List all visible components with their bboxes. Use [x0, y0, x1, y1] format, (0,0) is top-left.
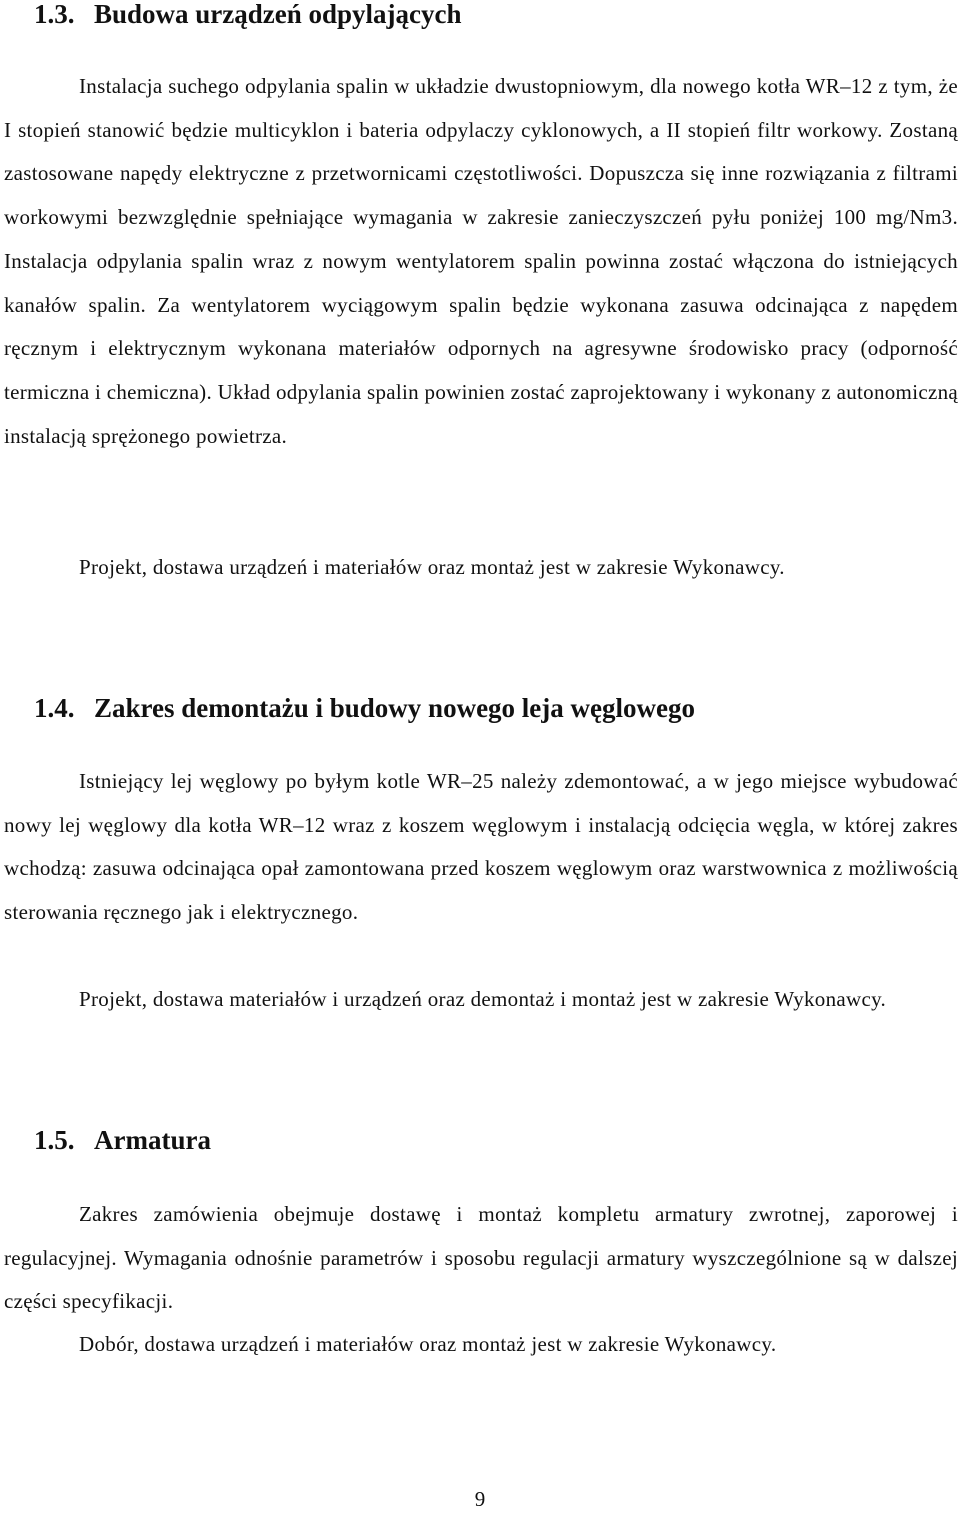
section-1-4-paragraph-2: Projekt, dostawa materiałów i urządzeń oraz demontaż i montaż jest w zakresie Wykonawcy. [79, 987, 887, 1011]
section-number: 1.3. [34, 0, 75, 29]
section-1-3-paragraph-2: Projekt, dostawa urządzeń i materiałów oraz montaż jest w zakresie Wykonawcy. [79, 555, 785, 579]
section-heading-1-3 [34, 0, 462, 30]
section-title: Zakres demontażu i budowy nowego leja węglowego [94, 693, 696, 723]
section-1-3-paragraph-1: Instalacja suchego odpylania spalin w układzie dwustopniowym, dla nowego kotła WR–12 z tym, że I stopień stanowić będzie multicyklon i bateria odpylaczy cyklonowych, a II stopień filtr workowy. Zostaną zastosowane napędy elektryczne z przetwornicami częstotliwości. Dopuszcza się inne rozwiązania z filtrami workowymi bezwzględnie spełniające wymagania w zakresie zanieczyszczeń pyłu poniżej 100 mg/Nm3. Instalacja odpylania spalin wraz z nowym wentylatorem spalin powinna zostać włączona do istniejących kanałów spalin. Za wentylatorem wyciągowym spalin będzie wykonana zasuwa odcinająca z napędem ręcznym i elektrycznym wykonana materiałów odpornych na agresywne środowisko pracy (odporność termiczna i chemiczna). Układ odpylania spalin powinien zostać zaprojektowany i wykonany z autonomiczną instalacją sprężonego powietrza. [4, 74, 958, 448]
section-heading-1-4 [34, 692, 695, 724]
section-number: 1.5. [34, 1125, 75, 1155]
section-title: Armatura [94, 1125, 211, 1155]
section-1-5-paragraph-1: Zakres zamówienia obejmuje dostawę i montaż kompletu armatury zwrotnej, zaporowej i regulacyjnej. Wymagania odnośnie parametrów i sposobu regulacji armatury wyszczególnione są w dalszej części specyfikacji. [4, 1202, 958, 1314]
section-1-5-paragraph-2: Dobór, dostawa urządzeń i materiałów oraz montaż jest w zakresie Wykonawcy. [79, 1332, 777, 1356]
section-number: 1.4. [34, 693, 75, 723]
section-title: Budowa urządzeń odpylających [94, 0, 462, 29]
page-number: 9 [474, 1487, 486, 1511]
section-1-4-paragraph-1: Istniejący lej węglowy po byłym kotle WR–25 należy zdemontować, a w jego miejsce wybudować nowy lej węglowy dla kotła WR–12 wraz z koszem węglowym i instalacją odcięcia węgla, w której zakres wchodzą: zasuwa odcinająca opał zamontowana przed koszem węglowym oraz warstwownica z możliwością sterowania ręcznego jak i elektrycznego. [4, 769, 958, 925]
section-heading-1-5 [34, 1124, 211, 1156]
